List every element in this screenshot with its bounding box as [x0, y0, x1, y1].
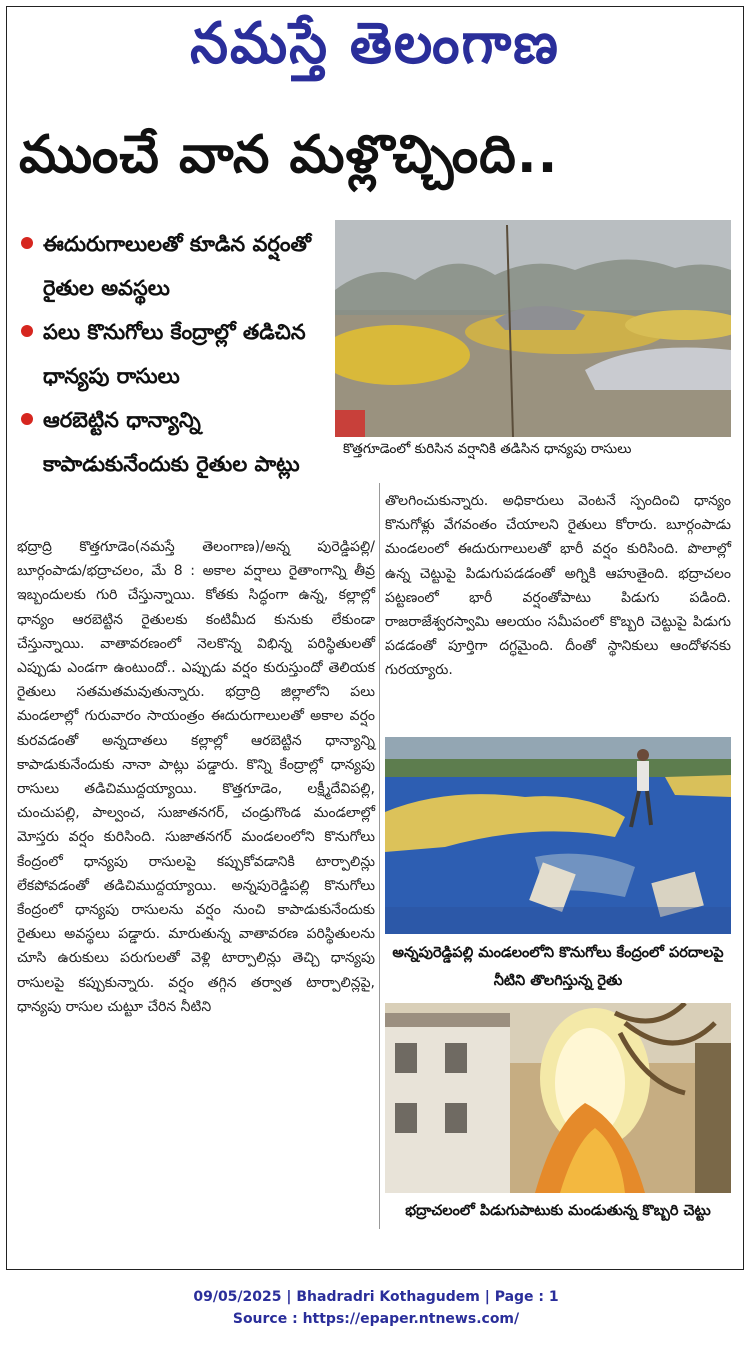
- bullet-dot-icon: [21, 413, 33, 425]
- photo-wet-grain-illustration: [335, 220, 731, 437]
- masthead-title: నమస్తే తెలంగాణ: [190, 9, 560, 77]
- footer: [0, 1286, 752, 1330]
- photo-farmer-tarpaulin: [385, 737, 731, 934]
- bullet-text: పలు కొనుగోలు కేంద్రాల్లో తడిచిన ధాన్యపు రాసులు: [43, 320, 306, 388]
- photo-burning-coconut-tree: [385, 1003, 731, 1193]
- bullet-dot-icon: [21, 325, 33, 337]
- bullet-text: ఈదురుగాలులతో కూడిన వర్షంతో రైతుల అవస్థలు: [43, 232, 311, 300]
- masthead: [7, 7, 743, 97]
- bullet-item: [17, 222, 335, 310]
- headline: ముంచే వాన మళ్లొచ్చింది..: [19, 125, 559, 185]
- bullet-text: ఆరబెట్టిన ధాన్యాన్ని కాపాడుకునేందుకు రైతుల పాట్లు: [43, 408, 300, 476]
- photo2-caption: అన్నపురెడ్డిపల్లి మండలంలోని కొనుగోలు కేంద్రంలో పరదాలపై నీటిని తొలగిస్తున్న రైతు: [392, 945, 724, 989]
- bullet-list: [17, 222, 335, 486]
- newspaper-clipping: [6, 6, 744, 1270]
- bullet-item: [17, 398, 335, 486]
- footer-source: Source : https://epaper.ntnews.com/: [232, 1311, 520, 1327]
- bullet-item: [17, 310, 335, 398]
- article-column-1: భద్రాద్రి కొత్తగూడెం(నమస్తే తెలంగాణ)/అన్న పురెడ్డిపల్లి/ బూర్గంపాడు/భద్రాచలం, మే 8 : అకాల వర్షాలు రైతాంగాన్ని తీవ్ర ఇబ్బందులకు గురి చేస్తున్నాయి. కోతకు సిద్ధంగా ఉన్న, కల్లాల్లో ధాన్యం ఆరబెట్టిన రైతులకు కంటిమీద కునుకు లేకుండా చేస్తున్నాయి. వాతావరణంలో నెలకొన్న విభిన్న పరిస్థితులతో ఎప్పుడు ఎండగా ఉంటుందో.. ఎప్పుడు వర్షం కురుస్తుందో తెలియక రైతులు సతమతమవుతున్నారు. భద్రాద్రి జిల్లాలోని పలు మండలాల్లో గురువారం సాయంత్రం ఈదురుగాలులతో అకాల వర్షం కురవడంతో అన్నదాతలు కల్లాల్లో ఆరబెట్టిన ధాన్యాన్ని కాపాడుకునేందుకు నానా పాట్లు పడ్డారు. కొన్ని కేంద్రాల్లో ధాన్యపు రాసులు తడిచిముద్దయ్యాయి. కొత్తగూడెం, లక్ష్మీదేవిపల్లి, చుంచుపల్లి, పాల్వంచ, సుజాతనగర్, చండ్రుగొండ మండలాల్లో మోస్తరు వర్షం కురిసింది. సుజాతనగర్ మండలంలోని కొనుగోలు కేంద్రంలో ధాన్యపు రాసులపై కప్పుకోవడానికి టార్పాలిన్లు లేకపోవడంతో తడిచిముద్దయ్యాయి. అన్నపురెడ్డిపల్లి కొనుగోలు కేంద్రంలో ధాన్యపు రాసులను వర్షం నుంచి కాపాడుకునేందుకు రైతులు అవస్థలు పడ్డారు. మారుతున్న వాతావరణ పరిస్థితులను చూసి ఉరుకులు పరుగులతో వెళ్లి టార్పాలిన్లు తెచ్చి ధాన్యపు రాసులపై కప్పుకున్నారు. వర్షం తగ్గిన తర్వాత టార్పాలిన్లపై, ధాన్యపు రాసుల చుట్టూ చేరిన నీటిని: [17, 539, 375, 1015]
- photo-wet-grain-heaps: [335, 220, 731, 437]
- column-divider: [379, 483, 380, 1229]
- photo1-caption: కొత్తగూడెంలో కురిసిన వర్షానికి తడిసిన ధాన్యపు రాసులు: [343, 441, 632, 457]
- photo-tarpaulin-illustration: [385, 737, 731, 934]
- bullet-dot-icon: [21, 237, 33, 249]
- photo-burning-tree-illustration: [385, 1003, 731, 1193]
- footer-date-page: 09/05/2025 | Bhadradri Kothagudem | Page : 1: [193, 1289, 559, 1305]
- photo3-caption: భద్రాచలంలో పిడుగుపాటుకు మండుతున్న కొబ్బరి చెట్టు: [405, 1203, 711, 1219]
- article-column-2: తొలగించుకున్నారు. అధికారులు వెంటనే స్పందించి ధాన్యం కొనుగోళ్లు వేగవంతం చేయాలని రైతులు కోరారు. బూర్గంపాడు మండలంలో ఈదురుగాలులతో భారీ వర్షం కురిసింది. పొలాల్లో ఉన్న చెట్టుపై పిడుగుపడడంతో అగ్నికి ఆహుతైంది. భద్రాచలం పట్టణంలో భారీ వర్షంతోపాటు పిడుగు పడింది. రాజరాజేశ్వరస్వామి ఆలయం సమీపంలో కొబ్బరి చెట్టుపై పిడుగు పడడంతో పూర్తిగా దగ్ధమైంది. దీంతో స్థానికులు ఆందోళనకు గురయ్యారు.: [385, 493, 731, 679]
